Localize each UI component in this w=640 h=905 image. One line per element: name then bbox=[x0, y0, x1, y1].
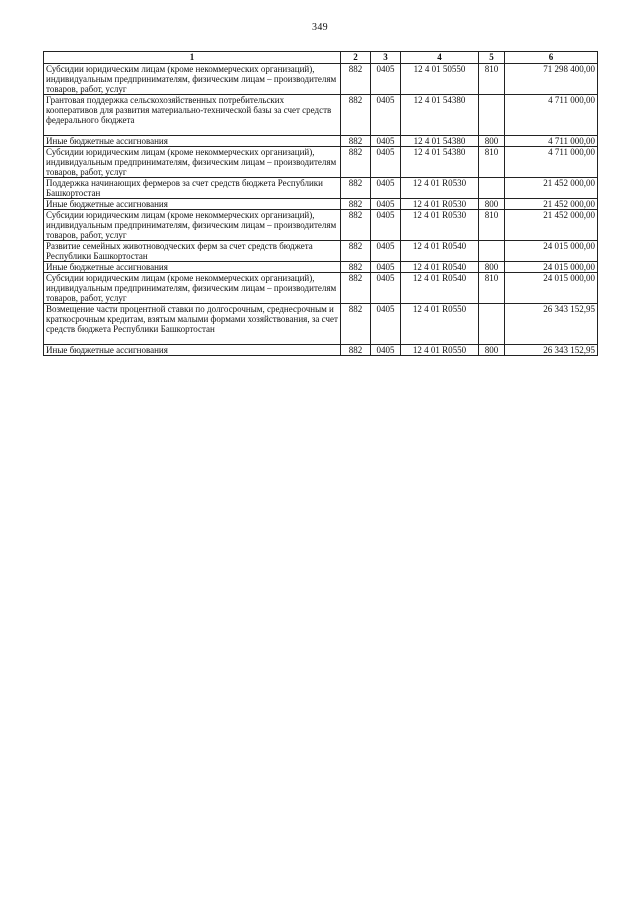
row-vr: 800 bbox=[479, 199, 505, 210]
row-csr: 12 4 01 R0540 bbox=[401, 262, 479, 273]
row-name: Иные бюджетные ассигнования bbox=[44, 136, 341, 147]
row-name: Субсидии юридическим лицам (кроме некоммерческих организаций), индивидуальным предпринимателям, физическим лицам – производителям товаров, работ, услуг bbox=[44, 273, 341, 304]
row-name: Развитие семейных животноводческих ферм за счет средств бюджета Республики Башкортостан bbox=[44, 241, 341, 262]
page-number: 349 bbox=[312, 22, 328, 33]
row-amount: 21 452 000,00 bbox=[505, 199, 598, 210]
table-row bbox=[44, 210, 598, 241]
row-name: Грантовая поддержка сельскохозяйственных потребительских кооперативов для развития материально-технической базы за счет средств федерального бюджета bbox=[44, 95, 341, 136]
row-ved: 882 bbox=[341, 178, 371, 199]
budget-table bbox=[43, 51, 598, 356]
row-amount: 71 298 400,00 bbox=[505, 64, 598, 95]
header-col-6: 6 bbox=[505, 52, 598, 64]
row-vr: 810 bbox=[479, 273, 505, 304]
row-rz: 0405 bbox=[371, 273, 401, 304]
row-amount: 21 452 000,00 bbox=[505, 178, 598, 199]
row-csr: 12 4 01 R0530 bbox=[401, 178, 479, 199]
table-row bbox=[44, 273, 598, 304]
row-ved: 882 bbox=[341, 199, 371, 210]
row-name: Иные бюджетные ассигнования bbox=[44, 199, 341, 210]
row-rz: 0405 bbox=[371, 262, 401, 273]
table-row bbox=[44, 304, 598, 345]
table-row bbox=[44, 178, 598, 199]
row-amount: 4 711 000,00 bbox=[505, 95, 598, 136]
table-row bbox=[44, 345, 598, 356]
row-ved: 882 bbox=[341, 241, 371, 262]
row-rz: 0405 bbox=[371, 345, 401, 356]
header-col-5: 5 bbox=[479, 52, 505, 64]
row-amount: 26 343 152,95 bbox=[505, 345, 598, 356]
row-csr: 12 4 01 R0530 bbox=[401, 210, 479, 241]
row-csr: 12 4 01 R0540 bbox=[401, 273, 479, 304]
row-name: Субсидии юридическим лицам (кроме некоммерческих организаций), индивидуальным предпринимателям, физическим лицам – производителям товаров, работ, услуг bbox=[44, 64, 341, 95]
row-ved: 882 bbox=[341, 273, 371, 304]
row-ved: 882 bbox=[341, 304, 371, 345]
header-col-2: 2 bbox=[341, 52, 371, 64]
row-amount: 4 711 000,00 bbox=[505, 147, 598, 178]
row-rz: 0405 bbox=[371, 210, 401, 241]
row-amount: 24 015 000,00 bbox=[505, 262, 598, 273]
table-row bbox=[44, 64, 598, 95]
row-vr: 800 bbox=[479, 262, 505, 273]
row-csr: 12 4 01 54380 bbox=[401, 95, 479, 136]
row-csr: 12 4 01 R0550 bbox=[401, 345, 479, 356]
row-csr: 12 4 01 R0550 bbox=[401, 304, 479, 345]
row-rz: 0405 bbox=[371, 64, 401, 95]
row-ved: 882 bbox=[341, 262, 371, 273]
row-name: Иные бюджетные ассигнования bbox=[44, 345, 341, 356]
row-vr: 800 bbox=[479, 345, 505, 356]
row-csr: 12 4 01 54380 bbox=[401, 136, 479, 147]
table-header-row bbox=[44, 52, 598, 64]
table-row bbox=[44, 136, 598, 147]
header-col-3: 3 bbox=[371, 52, 401, 64]
table-row bbox=[44, 241, 598, 262]
row-rz: 0405 bbox=[371, 304, 401, 345]
row-vr: 810 bbox=[479, 210, 505, 241]
row-ved: 882 bbox=[341, 210, 371, 241]
row-csr: 12 4 01 R0540 bbox=[401, 241, 479, 262]
row-name: Субсидии юридическим лицам (кроме некоммерческих организаций), индивидуальным предпринимателям, физическим лицам – производителям товаров, работ, услуг bbox=[44, 210, 341, 241]
row-csr: 12 4 01 54380 bbox=[401, 147, 479, 178]
row-rz: 0405 bbox=[371, 147, 401, 178]
row-name: Возмещение части процентной ставки по долгосрочным, среднесрочным и краткосрочным кредитам, взятым малыми формами хозяйствования, за счет средств бюджета Республики Башкортостан bbox=[44, 304, 341, 345]
row-csr: 12 4 01 R0530 bbox=[401, 199, 479, 210]
row-amount: 24 015 000,00 bbox=[505, 241, 598, 262]
row-name: Поддержка начинающих фермеров за счет средств бюджета Республики Башкортостан bbox=[44, 178, 341, 199]
table-row bbox=[44, 262, 598, 273]
row-rz: 0405 bbox=[371, 241, 401, 262]
row-rz: 0405 bbox=[371, 136, 401, 147]
row-name: Иные бюджетные ассигнования bbox=[44, 262, 341, 273]
row-amount: 24 015 000,00 bbox=[505, 273, 598, 304]
row-vr bbox=[479, 241, 505, 262]
row-ved: 882 bbox=[341, 147, 371, 178]
row-ved: 882 bbox=[341, 64, 371, 95]
row-amount: 26 343 152,95 bbox=[505, 304, 598, 345]
row-csr: 12 4 01 50550 bbox=[401, 64, 479, 95]
row-rz: 0405 bbox=[371, 199, 401, 210]
row-amount: 21 452 000,00 bbox=[505, 210, 598, 241]
row-vr: 800 bbox=[479, 136, 505, 147]
row-name: Субсидии юридическим лицам (кроме некоммерческих организаций), индивидуальным предпринимателям, физическим лицам – производителям товаров, работ, услуг bbox=[44, 147, 341, 178]
table-row bbox=[44, 95, 598, 136]
row-ved: 882 bbox=[341, 95, 371, 136]
row-vr: 810 bbox=[479, 147, 505, 178]
row-ved: 882 bbox=[341, 136, 371, 147]
row-rz: 0405 bbox=[371, 178, 401, 199]
row-vr bbox=[479, 304, 505, 345]
row-vr bbox=[479, 95, 505, 136]
header-col-1: 1 bbox=[44, 52, 341, 64]
row-ved: 882 bbox=[341, 345, 371, 356]
table-row bbox=[44, 199, 598, 210]
row-amount: 4 711 000,00 bbox=[505, 136, 598, 147]
row-rz: 0405 bbox=[371, 95, 401, 136]
row-vr: 810 bbox=[479, 64, 505, 95]
row-vr bbox=[479, 178, 505, 199]
table-row bbox=[44, 147, 598, 178]
header-col-4: 4 bbox=[401, 52, 479, 64]
